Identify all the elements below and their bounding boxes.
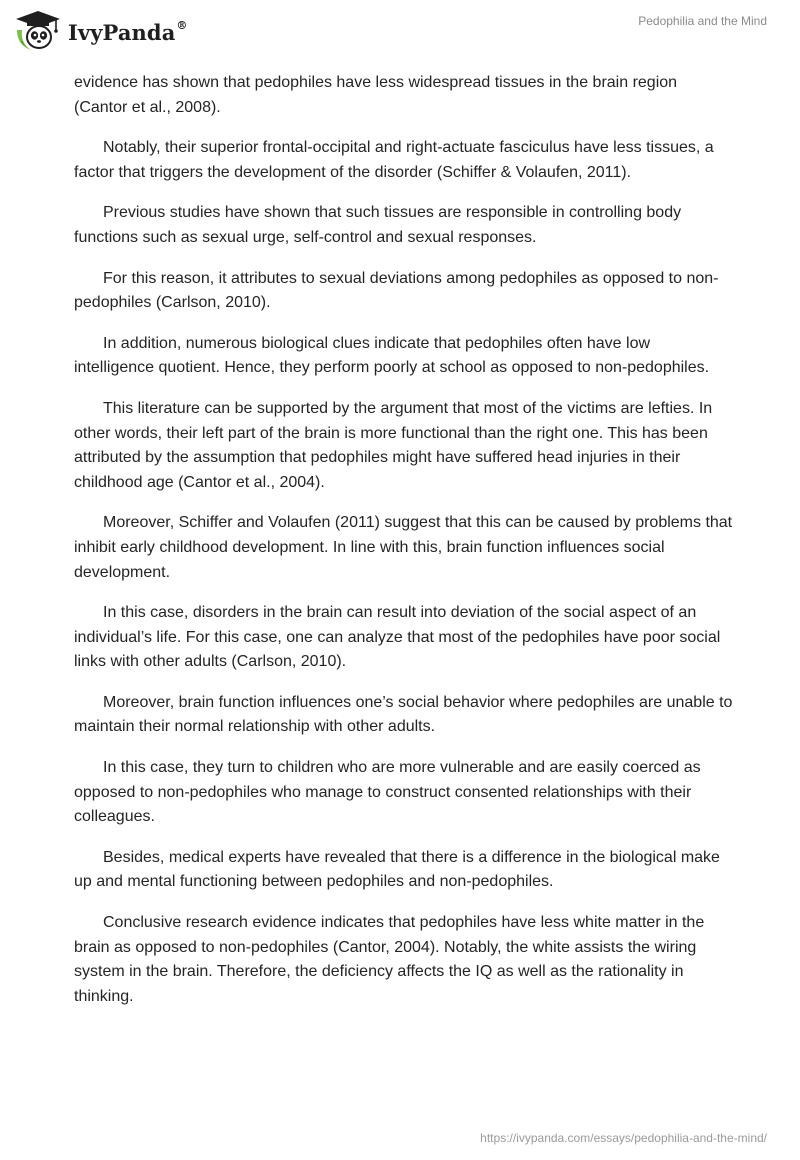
paragraph: Moreover, brain function influences one’s social behavior where pedophiles are unable to maintain their normal relationship with other adults. bbox=[74, 693, 733, 736]
ivypanda-logo[interactable] bbox=[14, 8, 188, 54]
paragraph: This literature can be supported by the argument that most of the victims are lefties. In other words, their left part of the brain is more functional than the right one. This has been attributed by the assumption that pedophiles might have suffered head injuries in their childhood age (Cantor et al., 2004). bbox=[74, 399, 713, 491]
paragraph: In addition, numerous biological clues indicate that pedophiles often have low intelligence quotient. Hence, they perform poorly at school as opposed to non-pedophiles. bbox=[74, 334, 710, 377]
brand-name bbox=[68, 20, 188, 45]
source-url-link[interactable]: https://ivypanda.com/essays/pedophilia-and-the-mind/ bbox=[480, 1131, 767, 1145]
page-header bbox=[0, 0, 800, 64]
paragraph: In this case, disorders in the brain can result into deviation of the social aspect of an individual’s life. For this case, one can analyze that most of the pedophiles have poor social links with other adults (Carlson, 2010). bbox=[74, 604, 721, 671]
document-running-title: Pedophilia and the Mind bbox=[638, 14, 767, 28]
paragraph: Conclusive research evidence indicates that pedophiles have less white matter in the brain as opposed to non-pedophiles (Cantor, 2004). Notably, the white assists the wiring system in the brain. Therefore, the deficiency affects the IQ as well as the rationality in thinking. bbox=[74, 914, 705, 1005]
panda-graduation-cap-icon bbox=[14, 10, 62, 52]
essay-body bbox=[74, 71, 734, 1025]
brand-name-text: IvyPanda bbox=[68, 19, 176, 45]
paragraph: Besides, medical experts have revealed that there is a difference in the biological make up and mental functioning between pedophiles and non-pedophiles. bbox=[74, 848, 720, 891]
paragraph: In this case, they turn to children who are more vulnerable and are easily coerced as opposed to non-pedophiles who manage to construct consented relationships with their colleagues. bbox=[74, 759, 701, 826]
paragraph: evidence has shown that pedophiles have less widespread tissues in the brain region (Cantor et al., 2008). bbox=[74, 74, 678, 116]
registered-mark: ® bbox=[176, 18, 188, 32]
paragraph: Notably, their superior frontal-occipital and right-actuate fasciculus have less tissues, a factor that triggers the development of the disorder (Schiffer & Volaufen, 2011). bbox=[74, 139, 714, 181]
paragraph: Previous studies have shown that such tissues are responsible in controlling body functions such as sexual urge, self-control and sexual responses. bbox=[74, 204, 682, 246]
paragraph: For this reason, it attributes to sexual deviations among pedophiles as opposed to non-pedophiles (Carlson, 2010). bbox=[74, 269, 719, 312]
paragraph: Moreover, Schiffer and Volaufen (2011) suggest that this can be caused by problems that inhibit early childhood development. In line with this, brain function influences social development. bbox=[74, 514, 733, 581]
